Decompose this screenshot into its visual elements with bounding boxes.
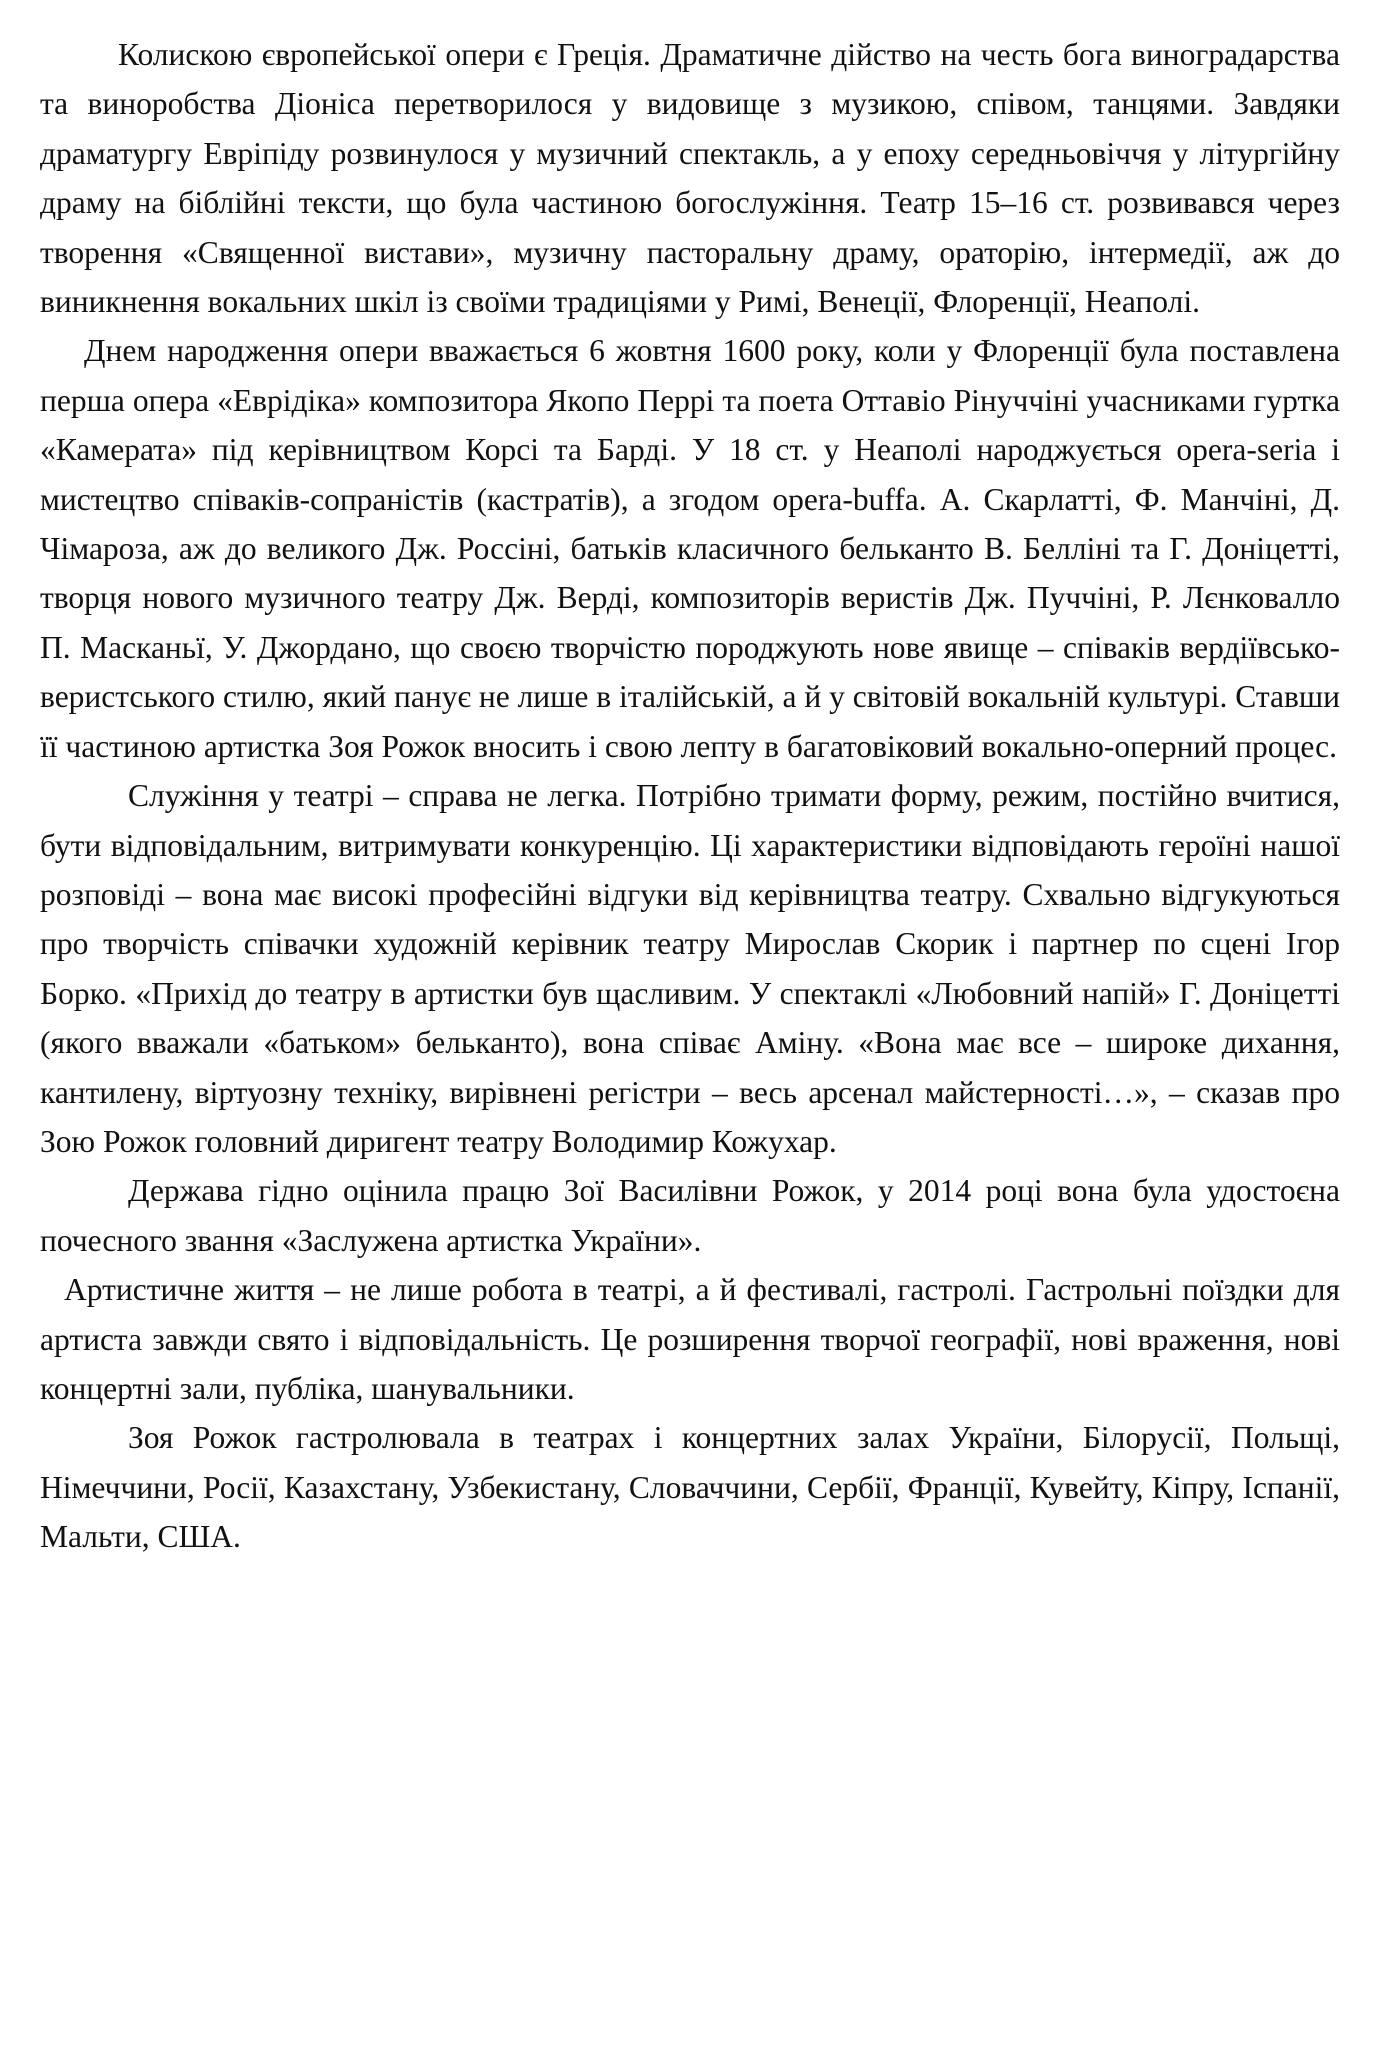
document-page <box>40 30 1340 2030</box>
paragraph-theatre-service: Служіння у театрі – справа не легка. Потрібно тримати форму, режим, постійно вчитися, бути відповідальним, витримувати конкуренцію. Ці характеристики відповідають героїні нашої розповіді – вона має високі професійні відгуки від керівництва театру. Схвально відгукуються про творчість співачки художній керівник театру Мирослав Скорик і партнер по сцені Ігор Борко. «Прихід до театру в артистки був щасливим. У спектаклі «Любовний напій» Г. Доніцетті (якого вважали «батьком» бельканто), вона співає Аміну. «Вона має все – широке дихання, кантилену, віртуозну техніку, вирівнені регістри – весь арсенал майстерності…», – сказав про Зою Рожок головний диригент театру Володимир Кожухар. <box>40 778 1340 1159</box>
paragraph-artistic-life: Артистичне життя – не лише робота в театрі, а й фестивалі, гастролі. Гастрольні поїздки для артиста завжди свято і відповідальність. Це розширення творчої географії, нові враження, нові концертні зали, публіка, шанувальники. <box>40 1272 1340 1406</box>
paragraph-opera-birthday: Днем народження опери вважається 6 жовтня 1600 року, коли у Флоренції була поставлена перша опера «Еврідіка» композитора Якопо Перрі та поета Оттавіо Рінуччіні учасниками гуртка «Камерата» під керівництвом Корсі та Барді. У 18 ст. у Неаполі народжується opera-seria і мистецтво співаків-сопраністів (кастратів), а згодом opera-buffa. А. Скарлатті, Ф. Манчіні, Д. Чімароза, аж до великого Дж. Россіні, батьків класичного бельканто В. Белліні та Г. Доніцетті, творця нового музичного театру Дж. Верді, композиторів веристів Дж. Пуччіні, Р. Лєнковалло П. Масканьї, У. Джордано, що своєю творчістю породжують нове явище – співаків вердіївсько-веристського стилю, який панує не лише в італійській, а й у світовій вокальній культурі. Ставши її частиною артистка Зоя Рожок вносить і свою лепту в багатовіковий вокально-оперний процес. <box>40 333 1340 764</box>
paragraph-state-award: Держава гідно оцінила працю Зої Василівни Рожок, у 2014 році вона була удостоєна почесного звання «Заслужена артистка України». <box>40 1173 1340 1258</box>
paragraph-opera-origins: Колискою європейської опери є Греція. Драматичне дійство на честь бога виноградарства та виноробства Діоніса перетворилося у видовище з музикою, співом, танцями. Завдяки драматургу Евріпіду розвинулося у музичний спектакль, а у епоху середньовіччя у літургійну драму на біблійні тексти, що була частиною богослужіння. Театр 15–16 ст. розвивався через творення «Священної вистави», музичну пасторальну драму, ораторію, інтермедії, аж до виникнення вокальних шкіл із своїми традиціями у Римі, Венеції, Флоренції, Неаполі. <box>40 37 1340 320</box>
paragraph-tours: Зоя Рожок гастролювала в театрах і концертних залах України, Білорусії, Польщі, Німеччини, Росії, Казахстану, Узбекистану, Словаччини, Сербії, Франції, Кувейту, Кіпру, Іспанії, Мальти, США. <box>40 1420 1340 1555</box>
